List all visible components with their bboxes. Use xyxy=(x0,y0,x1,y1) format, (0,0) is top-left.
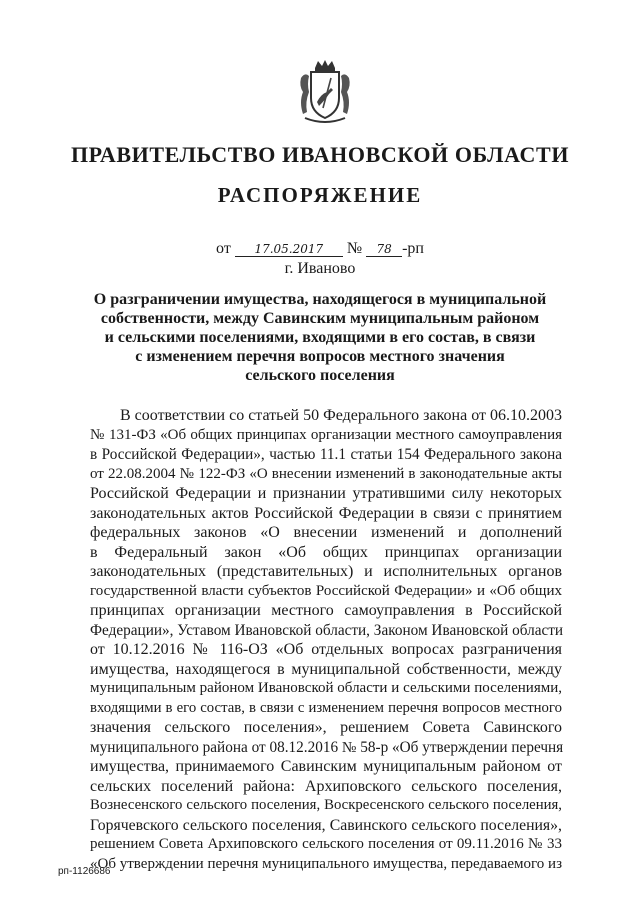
subject-line: собственности, между Савинским муниципальным районом xyxy=(100,310,540,327)
body-line: от 22.08.2004 № 122-ФЗ «О внесении изменений в законодательные акты xyxy=(90,465,562,482)
document-body xyxy=(90,406,562,874)
coat-of-arms-icon xyxy=(297,58,353,126)
document-date: 17.05.2017 xyxy=(235,242,343,257)
body-line: В соответствии со статьей 50 Федерального закона от 06.10.2003 xyxy=(120,407,562,424)
number-suffix: -рп xyxy=(402,240,424,257)
document-type-title: РАСПОРЯЖЕНИЕ xyxy=(217,183,423,207)
document-subject xyxy=(90,290,550,385)
body-line: Федерации», Уставом Ивановской области, Законом Ивановской области xyxy=(90,621,564,639)
body-line: «Об утверждении перечня муниципального имущества, передаваемого из xyxy=(90,855,562,872)
body-line: имущества, принимаемого Савинским муниципальным районом от xyxy=(90,758,562,775)
body-line: сельских поселений района: Архиповского сельского поселения, xyxy=(90,777,562,795)
from-label: от xyxy=(216,240,231,257)
body-line: Вознесенского сельского поселения, Воскресенского сельского поселения, xyxy=(90,797,562,813)
body-line: в Федеральный закон «Об общих принципах организации xyxy=(90,543,562,561)
number-sign: № xyxy=(346,240,363,257)
subject-line: и сельскими поселениями, входящими в его состав, в связи xyxy=(104,329,536,346)
body-line: имущества, находящегося в муниципальной собственности, между xyxy=(90,660,562,678)
body-line: в Российской Федерации», частью 11.1 статьи 154 Федерального закона xyxy=(90,446,562,463)
subject-line: с изменением перечня вопросов местного значения xyxy=(135,348,505,365)
body-line: № 131-ФЗ «Об общих принципах организации местного самоуправления xyxy=(90,426,562,443)
body-line: государственной власти субъектов Российской Федерации» и «Об общих xyxy=(90,582,562,599)
body-line: значения сельского поселения», решением Совета Савинского xyxy=(90,719,562,736)
body-line: входящими в его состав, в связи с изменением перечня вопросов местного xyxy=(90,699,562,716)
body-line: Российской Федерации и признании утратившими силу некоторых xyxy=(90,485,562,502)
footer-code: рп-1126686 xyxy=(58,866,111,877)
body-line: законодательных (представительных) и исполнительных органов xyxy=(90,563,562,580)
body-line: от 10.12.2016 № 116-ОЗ «Об отдельных вопросах разграничения xyxy=(90,641,562,658)
body-line: федеральных законов «О внесении изменений и дополнений xyxy=(90,524,562,541)
body-line: Горячевского сельского поселения, Савинского сельского поселения», xyxy=(90,816,562,834)
body-line: муниципального района от 08.12.2016 № 58-р «Об утверждении перечня xyxy=(90,738,564,756)
government-title: ПРАВИТЕЛЬСТВО ИВАНОВСКОЙ ОБЛАСТИ xyxy=(70,142,570,167)
body-line: законодательных актов Российской Федерации в связи с принятием xyxy=(90,504,562,522)
city-line: г. Иваново xyxy=(284,260,356,277)
body-line: решением Совета Архиповского сельского поселения от 09.11.2016 № 33 xyxy=(90,836,562,852)
body-line: принципах организации местного самоуправления в Российской xyxy=(90,602,562,619)
document-number-line xyxy=(0,240,640,258)
document-number: 78 xyxy=(366,242,402,257)
subject-line: О разграничении имущества, находящегося в муниципальной xyxy=(93,291,547,308)
body-line: муниципальным районом Ивановской области и сельскими поселениями, xyxy=(90,680,562,696)
subject-line: сельского поселения xyxy=(245,367,395,384)
